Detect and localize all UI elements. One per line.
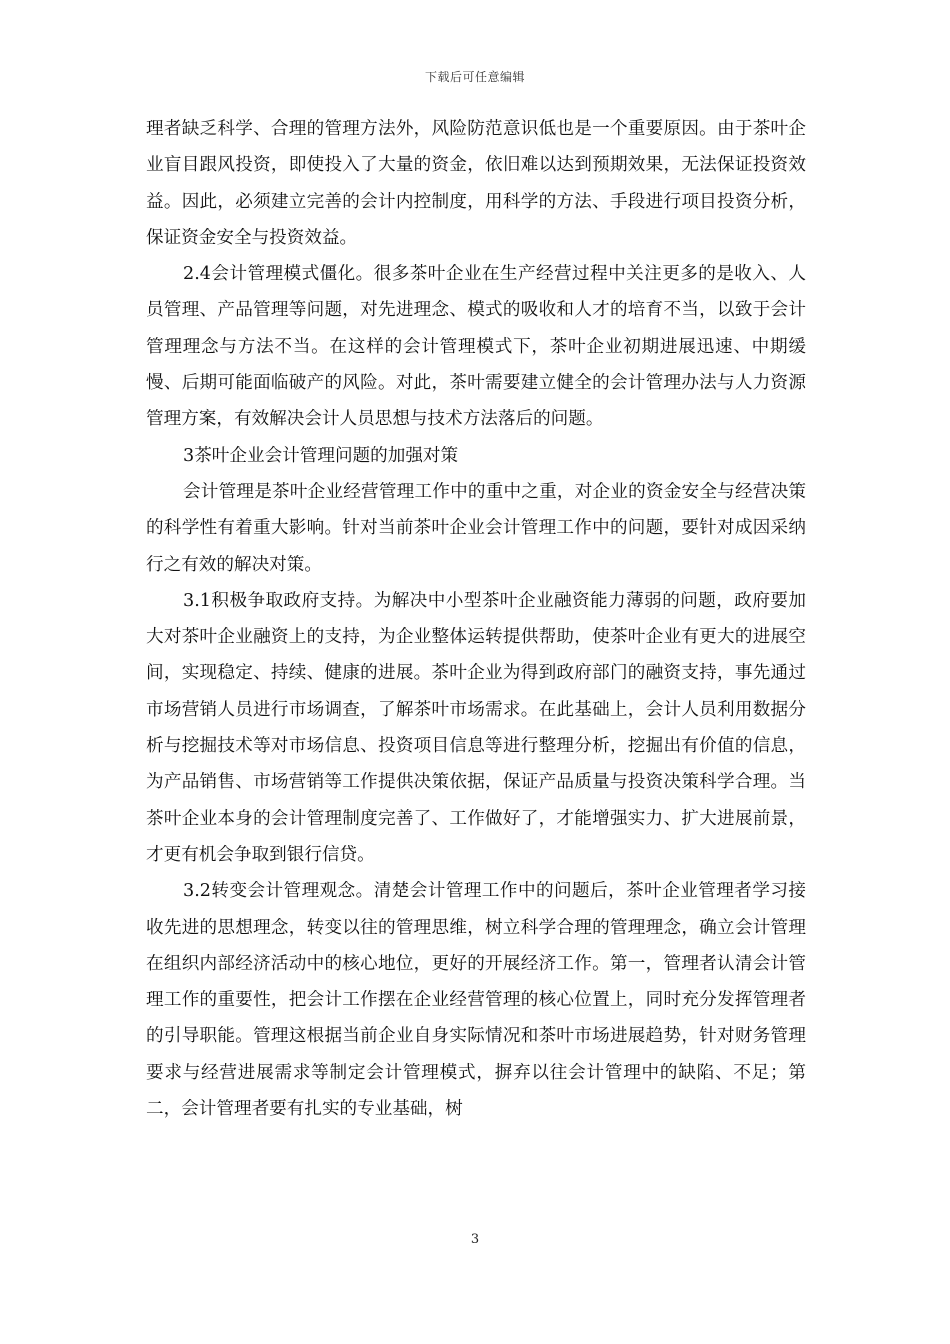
paragraph-section-3-intro: 会计管理是茶叶企业经营管理工作中的重中之重，对企业的资金安全与经营决策的科学性有着重大影响。针对当前茶叶企业会计管理工作中的问题，要针对成因采纳行之有效的解决对策。 bbox=[146, 481, 806, 575]
section-heading-3: 3茶叶企业会计管理问题的加强对策 bbox=[183, 445, 459, 466]
paragraph-section-3-2: 3.2转变会计管理观念。清楚会计管理工作中的问题后，茶叶企业管理者学习接收先进的思想理念，转变以往的管理思维，树立科学合理的管理理念，确立会计管理在组织内部经济活动中的核心地位，更好的开展经济工作。第一，管理者认清会计管理工作的重要性，把会计工作摆在企业经营管理的核心位置上，同时充分发挥管理者的引导职能。管理这根据当前企业自身实际情况和茶叶市场进展趋势，针对财务管理要求与经营进展需求等制定会计管理模式，摒弃以往会计管理中的缺陷、不足；第二，会计管理者要有扎实的专业基础，树 bbox=[146, 881, 806, 1120]
page-number: 3 bbox=[470, 1232, 480, 1247]
page-header: 下载后可任意编辑 bbox=[424, 70, 525, 84]
paragraph-continuation: 理者缺乏科学、合理的管理方法外，风险防范意识低也是一个重要原因。由于茶叶企业盲目跟风投资，即使投入了大量的资金，依旧难以达到预期效果，无法保证投资效益。因此，必须建立完善的会计内控制度，用科学的方法、手段进行项目投资分析，保证资金安全与投资效益。 bbox=[146, 119, 806, 248]
paragraph-section-2-4: 2.4会计管理模式僵化。很多茶叶企业在生产经营过程中关注更多的是收入、人员管理、产品管理等问题，对先进理念、模式的吸收和人才的培育不当，以致于会计管理理念与方法不当。在这样的会计管理模式下，茶叶企业初期进展迅速、中期缓慢、后期可能面临破产的风险。对此，茶叶需要建立健全的会计管理办法与人力资源管理方案，有效解决会计人员思想与技术方法落后的问题。 bbox=[146, 264, 806, 430]
document-body bbox=[146, 111, 806, 1127]
paragraph-section-3-1: 3.1积极争取政府支持。为解决中小型茶叶企业融资能力薄弱的问题，政府要加大对茶叶企业融资上的支持，为企业整体运转提供帮助，使茶叶企业有更大的进展空间，实现稳定、持续、健康的进展。茶叶企业为得到政府部门的融资支持，事先通过市场营销人员进行市场调查，了解茶叶市场需求。在此基础上，会计人员利用数据分析与挖掘技术等对市场信息、投资项目信息等进行整理分析，挖掘出有价值的信息，为产品销售、市场营销等工作提供决策依据，保证产品质量与投资决策科学合理。当茶叶企业本身的会计管理制度完善了、工作做好了，才能增强实力、扩大进展前景，才更有机会争取到银行信贷。 bbox=[146, 590, 806, 865]
